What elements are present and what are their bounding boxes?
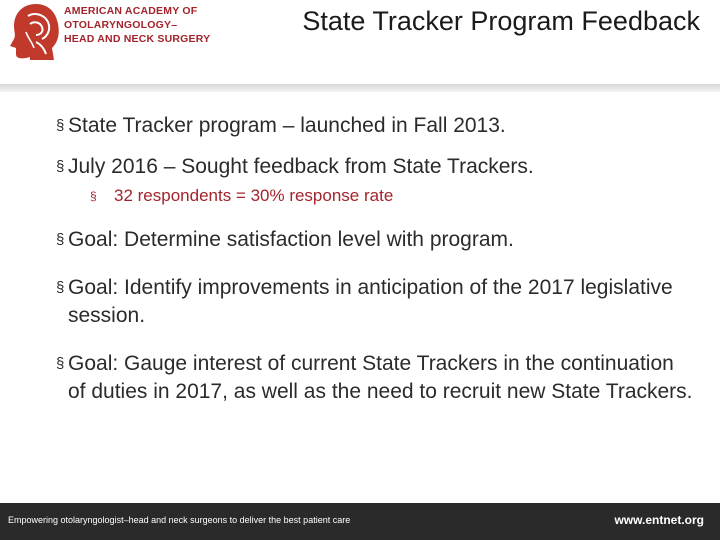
slide-title: State Tracker Program Feedback [302, 6, 700, 36]
bullet-item [56, 226, 696, 254]
bullet-item [56, 274, 696, 330]
header-divider [0, 84, 720, 92]
bullet-text: Goal: Gauge interest of current State Trackers in the continuation of duties in 2017, as well as the need to recruit new State Trackers. [68, 352, 693, 403]
sub-bullet-item [90, 185, 696, 207]
org-name-line-1: AMERICAN ACADEMY OF [64, 5, 198, 17]
bullet-item [56, 350, 696, 406]
bullet-marker-icon: § [56, 355, 65, 372]
bullet-text: July 2016 – Sought feedback from State Trackers. [68, 155, 534, 178]
org-name-line-3: HEAD AND NECK SURGERY [64, 33, 211, 45]
bullet-marker-icon: § [56, 279, 65, 296]
sub-bullet-marker-icon: § [90, 189, 97, 203]
bullet-text: Goal: Identify improvements in anticipation of the 2017 legislative session. [68, 276, 673, 327]
slide-footer [0, 503, 720, 540]
bullet-item [56, 153, 696, 181]
slide-body [56, 112, 696, 406]
sub-bullet-text: 32 respondents = 30% response rate [114, 186, 394, 205]
organization-name [64, 4, 210, 46]
bullet-marker-icon: § [56, 158, 65, 175]
footer-tagline: Empowering otolaryngologist–head and neck surgeons to deliver the best patient care [8, 515, 351, 525]
bullet-item [56, 112, 696, 140]
bullet-text: Goal: Determine satisfaction level with program. [68, 228, 514, 251]
footer-website-link[interactable]: www.entnet.org [614, 513, 704, 527]
bullet-marker-icon: § [56, 117, 65, 134]
bullet-marker-icon: § [56, 231, 65, 248]
bullet-text: State Tracker program – launched in Fall 2013. [68, 114, 506, 137]
academy-logo-head-profile-icon [6, 2, 62, 60]
org-name-line-2: OTOLARYNGOLOGY– [64, 19, 178, 31]
slide-header [0, 0, 720, 84]
